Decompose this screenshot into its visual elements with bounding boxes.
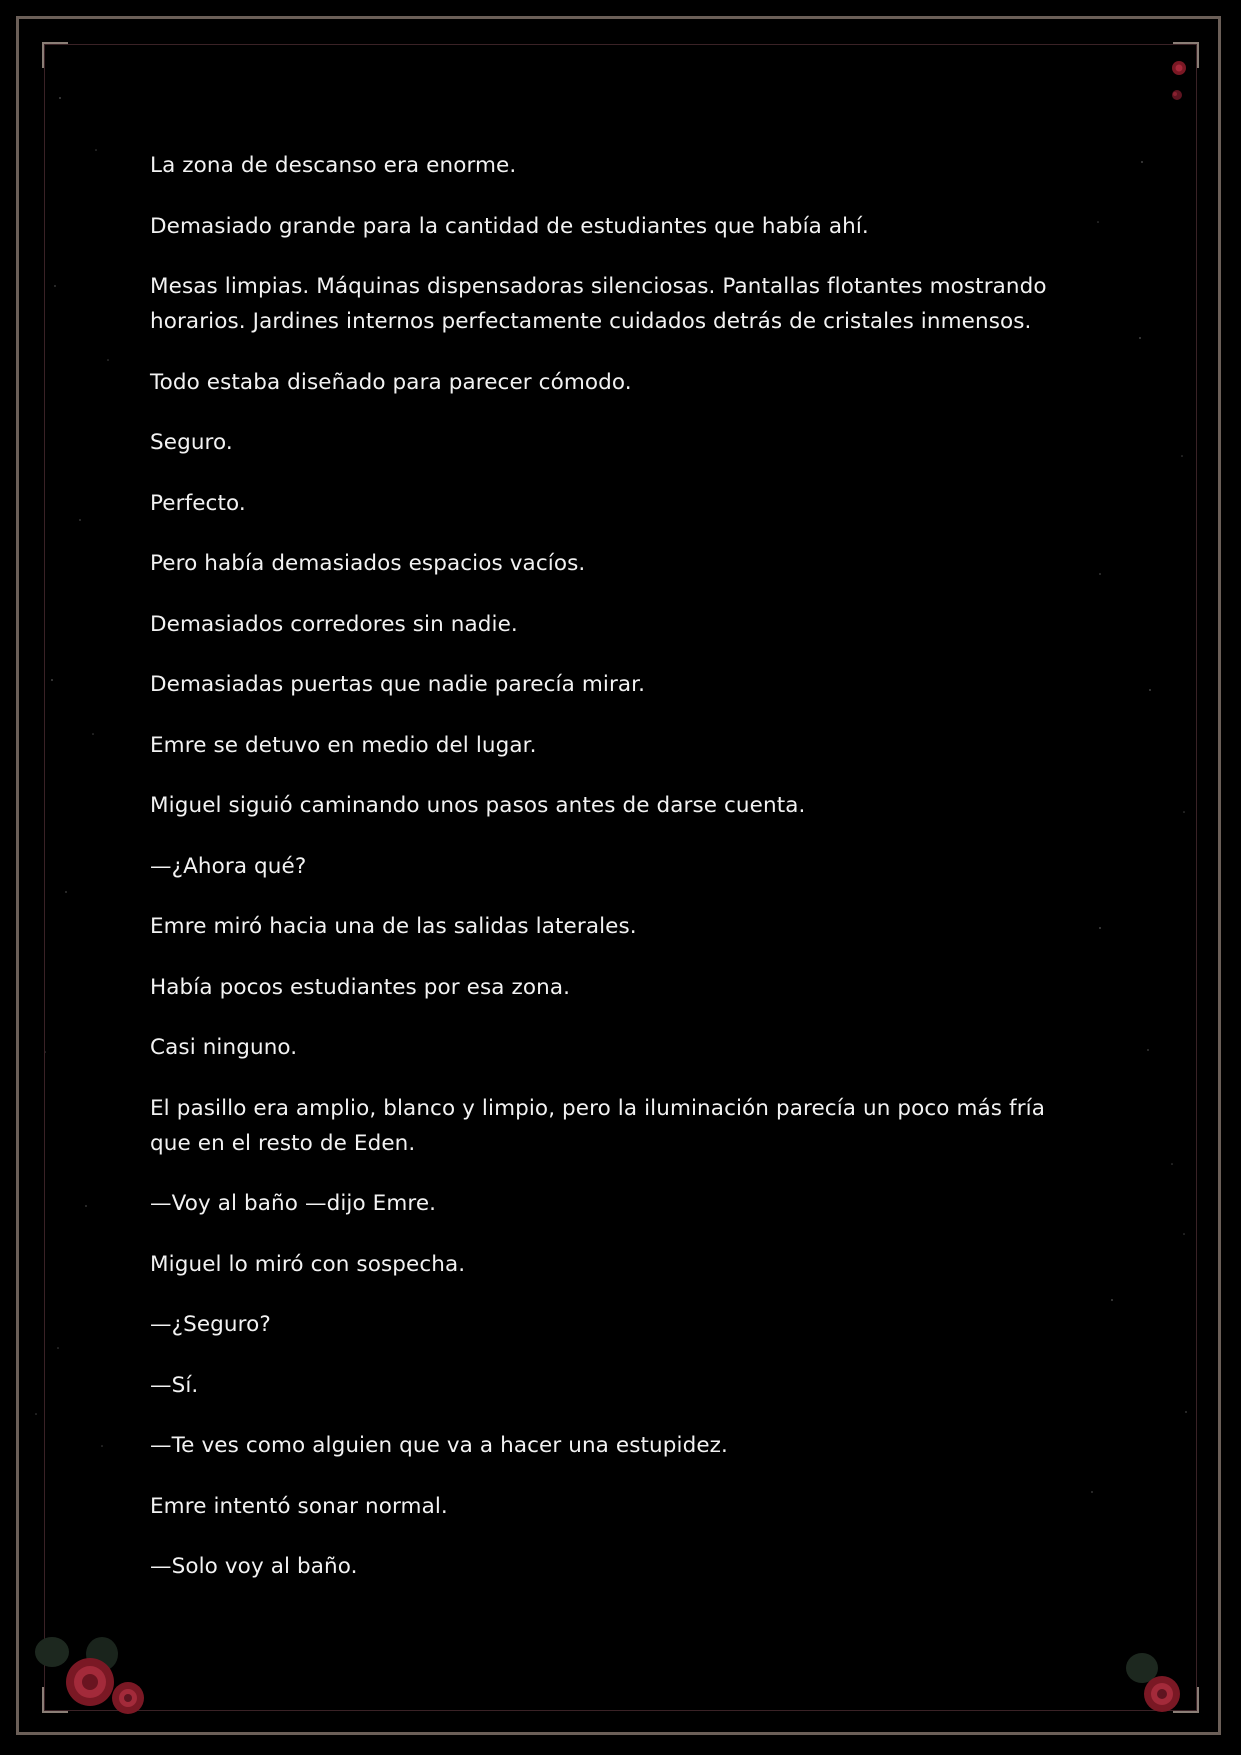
paragraph: —Sí. [150,1372,199,1398]
paragraph: Había pocos estudiantes por esa zona. [150,974,571,1000]
paragraph: Emre intentó sonar normal. [150,1493,448,1519]
paragraph: Emre miró hacia una de las salidas laterales. [150,914,637,939]
paragraph: Demasiado grande para la cantidad de estudiantes que había ahí. [150,213,869,239]
document-body [150,148,1090,1610]
rose-icon [1120,1646,1180,1716]
paragraph: Todo estaba diseñado para parecer cómodo. [150,369,632,395]
paragraph: Miguel lo miró con sospecha. [150,1251,466,1277]
paragraph: Mesas limpias. Máquinas dispensadoras silenciosas. Pantallas flotantes mostrando horarios. Jardines internos perfectamente cuidados detrás de cristales inmensos. [150,274,1047,334]
rose-icon [1168,58,1196,106]
paragraph: —Te ves como alguien que va a hacer una estupidez. [150,1433,728,1458]
paragraph: Casi ninguno. [150,1035,298,1060]
corner-ornament-top-left [42,42,68,68]
paragraph: La zona de descanso era enorme. [150,153,517,178]
paragraph: Perfecto. [150,490,246,516]
paragraph: —¿Seguro? [150,1312,271,1337]
paragraph: —¿Ahora qué? [150,853,307,879]
paragraph: Emre se detuvo en medio del lugar. [150,732,537,758]
paragraph: Pero había demasiados espacios vacíos. [150,551,586,576]
paragraph: Demasiadas puertas que nadie parecía mirar. [150,672,646,697]
paragraph: El pasillo era amplio, blanco y limpio, pero la iluminación parecía un poco más fría que en el resto de Eden. [150,1095,1046,1156]
paragraph: —Solo voy al baño. [150,1554,358,1579]
paragraph: Miguel siguió caminando unos pasos antes de darse cuenta. [150,793,806,818]
rose-icon [30,1630,150,1720]
paragraph: Seguro. [150,430,233,455]
paragraph: —Voy al baño —dijo Emre. [150,1191,437,1216]
leaf-icon [35,1637,69,1667]
paragraph: Demasiados corredores sin nadie. [150,611,518,637]
